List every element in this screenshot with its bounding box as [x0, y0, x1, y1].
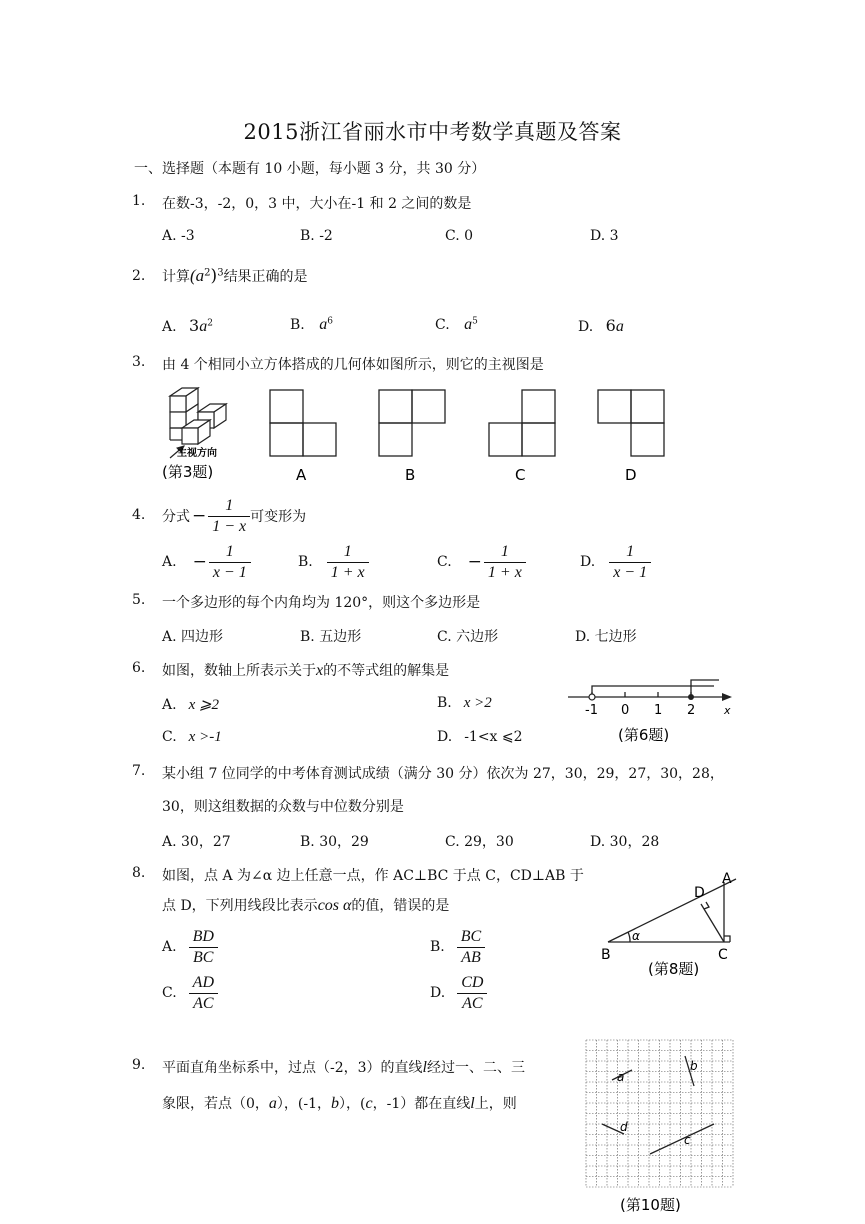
q9-stem-line1	[162, 1057, 525, 1077]
q2-c-label: C.	[435, 317, 450, 333]
q8-option-b	[430, 924, 485, 970]
q8-line-BA	[608, 879, 736, 942]
q6-option-d	[437, 729, 523, 745]
q2-d-var: a	[615, 318, 624, 335]
q4-a-fraction	[209, 542, 251, 583]
q8-right-angle-D	[704, 902, 709, 909]
q3-choice-a-figure	[270, 390, 336, 456]
q8-c-den: AC	[193, 994, 214, 1012]
q4-b-num: 1	[327, 542, 369, 563]
q3-figures	[160, 382, 680, 484]
q8-b-num: BC	[457, 927, 485, 948]
q2-number: 2.	[132, 268, 146, 284]
q6-c-label: C.	[162, 729, 177, 745]
q4-minus: −	[192, 506, 207, 526]
q6-number: 6.	[132, 660, 146, 676]
q10-label-a: a	[617, 1070, 625, 1084]
q3-choice-d-label: D	[625, 466, 637, 484]
q8-point-b: B	[601, 947, 611, 963]
q6-caption: (第6题)	[618, 726, 670, 744]
q10-grid-figure	[582, 1036, 738, 1218]
q4-b-den: 1 + x	[330, 563, 365, 581]
q7-option-b: B. 30，29	[300, 834, 369, 850]
q7-stem-line2: 30，则这组数据的众数与中位数分别是	[162, 799, 404, 815]
q2-a-coef: 3	[189, 316, 200, 335]
q10-caption: (第10题)	[620, 1196, 681, 1214]
q4-option-c	[437, 540, 526, 584]
q2-option-b	[290, 316, 333, 334]
q4-a-num: 1	[209, 542, 251, 563]
q2-stem	[162, 266, 308, 286]
q8-angle-arc	[628, 932, 630, 942]
q9-line2-post: 上，则	[474, 1096, 517, 1112]
q7-stem-line1: 某小组 7 位同学的中考体育测试成绩（满分 30 分）依次为 27，30，29，27，30，28，	[162, 766, 724, 782]
q6-tick-neg1: -1	[585, 703, 598, 718]
q9-line2-l: l	[470, 1095, 475, 1112]
q3-cube-drawing	[170, 388, 226, 444]
q9-line1-post: 经过一、二、三	[427, 1060, 525, 1076]
q8-d-fraction	[457, 973, 487, 1014]
q4-a-den: x − 1	[212, 563, 247, 581]
q4-b-fraction	[327, 542, 369, 583]
q6-tick-1: 1	[654, 703, 663, 718]
q6-a-text: x ⩾2	[188, 697, 220, 713]
q8-option-d	[430, 970, 487, 1016]
q6-tick-2: 2	[687, 703, 696, 718]
q9-line1-pre: 平面直角坐标系中，过点（-2，3）的直线	[162, 1060, 423, 1076]
q6-closed-dot	[688, 694, 694, 700]
q1-option-d: D. 3	[590, 228, 619, 244]
q9-stem-line2	[162, 1093, 517, 1113]
q2-d-label: D.	[578, 319, 594, 335]
page-title: 2015浙江省丽水市中考数学真题及答案	[243, 120, 622, 144]
q3-caption: (第3题)	[162, 463, 214, 481]
q8-point-d: D	[694, 885, 705, 901]
q6-option-c	[162, 729, 222, 746]
q2-a-var: a	[199, 318, 208, 335]
q4-fraction-den: 1 − x	[212, 517, 247, 535]
q8-caption: (第8题)	[648, 960, 700, 978]
q10-grid-lines	[586, 1040, 733, 1187]
q8-a-num: BD	[189, 927, 218, 948]
q6-b-label: B.	[437, 695, 452, 711]
q2-option-a	[162, 316, 213, 336]
q4-d-num: 1	[609, 542, 651, 563]
q10-label-d: d	[620, 1120, 628, 1134]
q8-a-fraction	[189, 927, 218, 968]
q4-c-fraction	[484, 542, 526, 583]
q6-b-text: x >2	[463, 695, 492, 711]
q6-d-text: -1<x ⩽2	[464, 729, 523, 745]
q9-line2-b: b	[331, 1095, 340, 1112]
q3-choice-d-figure	[598, 390, 664, 456]
q10-label-b: b	[690, 1059, 698, 1073]
q8-stem-line2-pre: 点 D，下列用线段比表示	[162, 898, 318, 914]
q6-c-text: x >-1	[188, 729, 222, 745]
q1-stem: 在数-3，-2，0，3 中，大小在-1 和 2 之间的数是	[162, 196, 472, 212]
q8-line-CD	[701, 904, 724, 942]
q6-number-line-figure	[564, 672, 739, 748]
q9-line2-mid2: ），(	[339, 1096, 366, 1112]
q5-number: 5.	[132, 592, 146, 608]
q8-b-den: AB	[461, 948, 481, 966]
q3-choice-b-figure	[379, 390, 445, 456]
q8-c-label: C.	[162, 985, 177, 1001]
q4-d-fraction	[609, 542, 651, 583]
q4-option-a	[162, 540, 251, 584]
q6-d-label: D.	[437, 729, 453, 745]
q8-cos-alpha: cos α	[317, 897, 352, 914]
q4-option-b	[298, 540, 369, 584]
q9-number: 9.	[132, 1057, 146, 1073]
q4-fraction-num: 1	[208, 496, 250, 517]
q8-number: 8.	[132, 865, 146, 881]
q8-d-num: CD	[457, 973, 487, 994]
q5-option-c: C. 六边形	[437, 629, 499, 645]
q3-stem: 由 4 个相同小立方体搭成的几何体如图所示，则它的主视图是	[162, 357, 544, 373]
q2-expr-close: )	[210, 266, 218, 286]
q1-number: 1.	[132, 193, 146, 209]
q8-stem-line2-post: 的值，错误的是	[351, 898, 450, 914]
q6-axis-arrow	[722, 693, 732, 701]
q6-ray-le-2	[691, 680, 719, 694]
q8-triangle-figure	[598, 866, 746, 982]
q4-a-minus: −	[192, 552, 207, 572]
q4-b-label: B.	[298, 554, 313, 570]
q9-line1-var: l	[422, 1059, 427, 1076]
q4-fraction	[208, 496, 250, 537]
q2-a-exp: 2	[207, 318, 213, 329]
q8-point-c: C	[718, 947, 728, 963]
q8-d-den: AC	[462, 994, 483, 1012]
q2-d-coef: 6	[605, 316, 616, 335]
q8-b-label: B.	[430, 939, 445, 955]
q2-expr-inner-exp: 2	[204, 267, 211, 279]
q4-d-den: x − 1	[613, 563, 648, 581]
q4-option-d	[580, 540, 651, 584]
q3-choice-b-label: B	[405, 466, 416, 484]
q8-option-c	[162, 970, 218, 1016]
q8-stem-line1: 如图，点 A 为∠α 边上任意一点，作 AC⊥BC 于点 C，CD⊥AB 于	[162, 868, 584, 884]
q4-c-minus: −	[467, 552, 482, 572]
q2-option-c	[435, 316, 478, 334]
q6-stem-post: 的不等式组的解集是	[323, 663, 450, 679]
q9-line2-pre: 象限，若点（0，	[162, 1096, 269, 1112]
q2-expr-outer-exp: 3	[217, 267, 224, 279]
q6-stem	[162, 660, 449, 680]
q2-c-var: a	[464, 316, 473, 333]
q2-b-exp: 6	[327, 316, 333, 327]
q4-stem	[162, 494, 306, 538]
q9-line2-a: a	[268, 1095, 277, 1112]
q1-option-b: B. -2	[300, 228, 333, 244]
q8-right-angle-C	[724, 936, 730, 942]
q6-open-dot	[589, 694, 595, 700]
q2-stem-pre: 计算	[162, 269, 190, 285]
q8-a-den: BC	[193, 948, 214, 966]
q8-a-label: A.	[162, 939, 177, 955]
q6-axis-var: x	[724, 704, 731, 717]
q7-option-a: A. 30，27	[162, 834, 231, 850]
q2-option-d	[578, 316, 624, 336]
q6-option-a	[162, 695, 219, 714]
q5-option-b: B. 五边形	[300, 629, 362, 645]
q7-option-c: C. 29，30	[445, 834, 514, 850]
q8-b-fraction	[457, 927, 485, 968]
q8-c-num: AD	[189, 973, 218, 994]
q4-c-num: 1	[484, 542, 526, 563]
q4-stem-pre: 分式	[162, 509, 190, 525]
q8-stem-line2	[162, 895, 449, 915]
q4-a-label: A.	[162, 554, 177, 570]
q5-option-a: A. 四边形	[162, 629, 224, 645]
q6-ray-gt-neg1	[592, 686, 714, 694]
q4-c-den: 1 + x	[487, 563, 522, 581]
q6-stem-pre: 如图，数轴上所表示关于	[162, 663, 316, 679]
q8-c-fraction	[189, 973, 218, 1014]
q3-choice-c-figure	[489, 390, 555, 456]
q1-option-a: A. -3	[162, 228, 195, 244]
q3-arrow-label: 主视方向	[177, 448, 217, 459]
q2-c-exp: 5	[472, 316, 478, 327]
q8-d-label: D.	[430, 985, 446, 1001]
q8-option-a	[162, 924, 218, 970]
q5-stem: 一个多边形的每个内角均为 120°，则这个多边形是	[162, 595, 481, 611]
q4-d-label: D.	[580, 554, 596, 570]
q4-c-label: C.	[437, 554, 452, 570]
q6-a-label: A.	[162, 697, 177, 713]
q2-a-label: A.	[162, 319, 177, 335]
q2-b-label: B.	[290, 317, 305, 333]
q1-option-c: C. 0	[445, 228, 474, 244]
q8-angle-alpha: α	[632, 929, 640, 943]
q9-line2-c: c	[365, 1095, 373, 1112]
q4-number: 4.	[132, 507, 146, 523]
q6-tick-0: 0	[621, 703, 630, 718]
q7-option-d: D. 30，28	[590, 834, 660, 850]
q10-label-c: c	[684, 1133, 691, 1147]
q6-var: x	[316, 662, 324, 679]
q3-choice-c-label: C	[515, 466, 526, 484]
q2-expr-base: (a	[190, 266, 205, 285]
q8-point-a: A	[722, 871, 732, 887]
q6-option-b	[437, 695, 492, 712]
q9-line2-mid1: ），(-1，	[276, 1096, 332, 1112]
q2-stem-post: 结果正确的是	[223, 269, 308, 285]
q4-stem-post: 可变形为	[250, 509, 307, 525]
q5-option-d: D. 七边形	[575, 629, 637, 645]
q2-b-var: a	[319, 316, 328, 333]
q9-line2-mid3: ，-1）都在直线	[372, 1096, 471, 1112]
q3-choice-a-label: A	[296, 466, 307, 484]
section-heading: 一、选择题（本题有 10 小题，每小题 3 分，共 30 分）	[134, 161, 486, 177]
q3-number: 3.	[132, 354, 146, 370]
q7-number: 7.	[132, 763, 146, 779]
